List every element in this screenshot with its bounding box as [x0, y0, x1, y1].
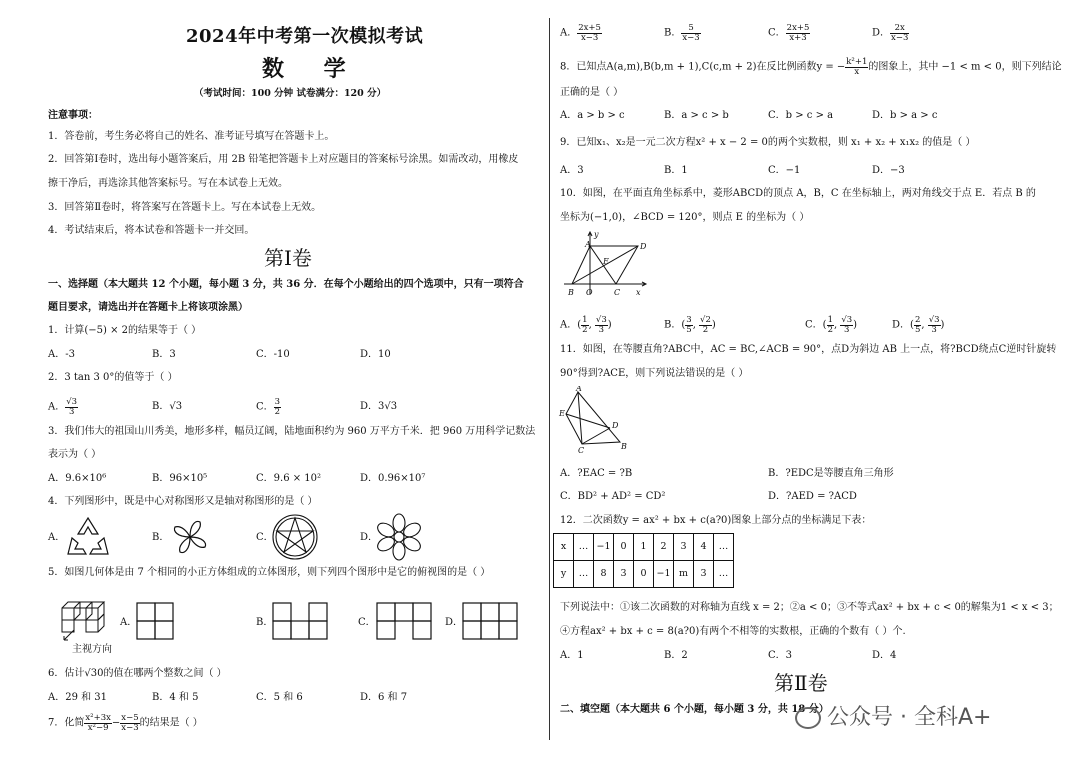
q2-option-d: D．3√3 [360, 401, 398, 412]
q3-stem: 3．我们伟大的祖国山川秀美，地形多样，幅员辽阔，陆地面积约为 960 万平方千米．把 960 万用科学记数法 [48, 426, 536, 437]
q5-figure-c [376, 602, 434, 642]
q4-option-d: D． [360, 532, 379, 543]
q4-option-c: C． [256, 532, 274, 543]
q10-option-d: D．( $\frac{2}{5}$ , $\frac{√3}{3}$ ) [892, 315, 945, 335]
q2-stem: 2．3 tan 3 0°的值等于（ ） [48, 372, 178, 383]
q4-figure-d-flower-icon [374, 512, 424, 562]
q5-option-d: D． [445, 617, 464, 628]
watermark: 公众号 · 全科A+ [795, 705, 991, 731]
q12-option-a: A．1 [560, 650, 584, 661]
q11-label-d: D [612, 421, 619, 430]
exam-time-info: （考试时间：100 分钟 试卷满分：120 分） [194, 88, 387, 99]
q5-stem: 5．如图几何体是由 7 个相同的小正方体组成的立体图形，则下列四个图形中是它的俯视图的是（ ） [48, 567, 491, 578]
q4-figure-a-recycle-icon [64, 514, 112, 560]
q10-stem: 坐标为(−1,0)，∠BCD = 120°，则点 E 的坐标为（ ） [560, 212, 810, 223]
q7-option-d: D． $\frac{2x}{x-3}$ [872, 23, 909, 43]
q11-label-e: E [559, 409, 565, 418]
column-divider [549, 18, 550, 740]
q11-label-b: B [621, 442, 627, 451]
q11-label-a: A [576, 386, 582, 393]
q10-label-e: E [603, 257, 609, 266]
table-cell: −1 [594, 534, 614, 561]
q9-option-a: A．3 [560, 165, 584, 176]
q12-option-c: C．3 [768, 650, 793, 661]
note-item: 4．考试结束后，将本试卷和答题卡一并交回。 [48, 225, 255, 236]
table-row [554, 534, 734, 561]
table-cell: … [714, 561, 734, 588]
table-cell: −1 [654, 561, 674, 588]
q8-option-b: B．a > c > b [664, 110, 729, 121]
q11-option-d: D．?AED = ?ACD [768, 491, 857, 502]
exam-title: 2024年中考第一次模拟考试 [186, 26, 424, 47]
q1-option-d: D．10 [360, 349, 391, 360]
q2-option-b: B．√3 [152, 401, 183, 412]
q3-stem: 表示为（ ） [48, 449, 102, 460]
q1-option-a: A．-3 [48, 349, 75, 360]
q10-option-b: B．( $\frac{3}{5}$ , $\frac{√2}{2}$ ) [664, 315, 716, 335]
part2-title: 第Ⅱ卷 [774, 671, 828, 695]
q10-stem: 10．如图，在平面直角坐标系中，菱形ABCD的顶点 A，B，C 在坐标轴上，两对角线交于点 E．若点 B 的 [560, 188, 1036, 199]
q7-option-b: B． $\frac{5}{x-3}$ [664, 23, 700, 43]
table-cell: 8 [594, 561, 614, 588]
q3-option-a: A．9.6×10⁶ [48, 473, 107, 484]
section2-instruction: 二、填空题（本大题共 6 个小题，每小题 3 分，共 18 分） [560, 704, 829, 715]
table-cell: 3 [614, 561, 634, 588]
q11-option-a: A．?EAC = ?B [560, 468, 633, 479]
q11-stem: 11．如图，在等腰直角?ABC中，AC = BC,∠ACB = 90°，点D为斜边 AB 上一点，将?BCD绕点C逆时针旋转 [560, 344, 1057, 355]
table-cell: … [574, 561, 594, 588]
q7-option-c: C． $\frac{2x+5}{x+3}$ [768, 23, 810, 43]
q6-option-d: D．6 和 7 [360, 692, 408, 703]
q12-option-d: D．4 [872, 650, 897, 661]
q5-option-a: A． [120, 617, 138, 628]
q12-option-b: B．2 [664, 650, 688, 661]
section1-instruction: 一、选择题（本大题共 12 个小题，每小题 3 分，共 36 分．在每个小题给出的四个选项中，只有一项符合 [48, 279, 524, 290]
q12-stem: 12．二次函数y = ax² + bx + c(a?0)图象上部分点的坐标满足下表： [560, 515, 872, 526]
q6-option-a: A．29 和 31 [48, 692, 108, 703]
note-item: 2．回答第Ⅰ卷时，选出每小题答案后，用 2B 铅笔把答题卡上对应题目的答案标号涂黑。如需改动，用橡皮 [48, 154, 519, 165]
q1-stem: 1．计算(−5) × 2的结果等于（ ） [48, 325, 202, 336]
q6-option-c: C．5 和 6 [256, 692, 303, 703]
q10-label-a: A [585, 240, 591, 249]
q10-label-y: y [594, 230, 599, 239]
q9-stem: 9．已知x₁、x₂是一元二次方程x² + x − 2 = 0的两个实数根，则 x₁ + x₂ + x₁x₂ 的值是（ ） [560, 137, 976, 148]
q9-option-c: C．−1 [768, 165, 801, 176]
q8-stem: 8．已知点A(a,m),B(b,m + 1),C(c,m + 2)在反比例函数y = − $\frac{\text{k²+1}}{x}$ 的图象上，其中 −1 < m < 0，则下列结论 [560, 57, 1062, 77]
q4-option-a: A． [48, 532, 66, 543]
section1-instruction: 题目要求，请选出并在答题卡上将该项涂黑） [48, 302, 248, 313]
table-cell: … [714, 534, 734, 561]
table-cell: 4 [694, 534, 714, 561]
subject-title: 数 学 [262, 56, 362, 82]
table-cell: 3 [694, 561, 714, 588]
q7-stem: 7．化简 $\frac{\text{x²+3x}}{\text{x²−9}}$ − $\frac{x-5}{x-3}$ 的结果是（ ） [48, 713, 203, 733]
q8-option-d: D．b > a > c [872, 110, 938, 121]
q1-option-c: C．-10 [256, 349, 290, 360]
q11-option-c: C．BD² + AD² = CD² [560, 491, 666, 502]
q10-option-a: A．( $\frac{1}{2}$ , $\frac{√3}{3}$ ) [560, 315, 612, 335]
q4-option-b: B． [152, 532, 170, 543]
q10-label-d: D [640, 242, 647, 251]
q11-triangle-figure [558, 386, 628, 456]
q10-label-b: B [568, 288, 574, 297]
q9-option-b: B．1 [664, 165, 688, 176]
table-cell: m [674, 561, 694, 588]
note-item: 擦干净后，再选涂其他答案标号。写在本试卷上无效。 [48, 178, 288, 189]
q1-option-b: B．3 [152, 349, 176, 360]
table-cell: 2 [654, 534, 674, 561]
q3-option-b: B．96×10⁵ [152, 473, 208, 484]
q5-view-direction-label: 主视方向 [72, 644, 112, 655]
q12-points-table [553, 533, 734, 588]
q12-statements: ④方程ax² + bx + c = 8(a?0)有两个不相等的实数根，正确的个数有（ ）个. [560, 626, 906, 637]
q2-option-a: A． $\frac{√3}{3}$ [48, 397, 78, 417]
q8-stem: 正确的是（ ） [560, 87, 624, 98]
q10-label-c: C [614, 288, 621, 297]
table-cell: 0 [634, 561, 654, 588]
q5-figure-d [462, 602, 520, 642]
part1-title: 第Ⅰ卷 [264, 246, 312, 270]
q6-option-b: B．4 和 5 [152, 692, 199, 703]
q8-option-a: A．a > b > c [560, 110, 625, 121]
q3-option-c: C．9.6 × 10² [256, 473, 322, 484]
q12-statements: 下列说法中：①该二次函数的对称轴为直线 x = 2；②a < 0；③不等式ax² + bx + c < 0的解集为1 < x < 3； [560, 602, 1059, 613]
table-cell: … [574, 534, 594, 561]
q10-label-x: x [636, 288, 641, 297]
q10-option-c: C．( $\frac{1}{2}$ , $\frac{√3}{3}$ ) [805, 315, 858, 335]
table-cell: 3 [674, 534, 694, 561]
wechat-icon [795, 707, 821, 729]
table-cell: 1 [634, 534, 654, 561]
note-item: 1．答卷前，考生务必将自己的姓名、准考证号填写在答题卡上。 [48, 131, 335, 142]
q11-option-b: B．?EDC是等腰直角三角形 [768, 468, 894, 479]
q5-cube-solid-figure [54, 594, 114, 644]
q2-option-c: C． $\frac{3}{2}$ [256, 397, 281, 417]
q5-option-c: C． [358, 617, 376, 628]
q5-figure-b [272, 602, 330, 642]
table-cell: y [554, 561, 574, 588]
q8-option-c: C．b > c > a [768, 110, 834, 121]
q4-figure-b-pinwheel-icon [166, 514, 214, 560]
q7-option-a: A． $\frac{2x+5}{x-3}$ [560, 23, 601, 43]
q3-option-d: D．0.96×10⁷ [360, 473, 426, 484]
q11-stem: 90°得到?ACE，则下列说法错误的是（ ） [560, 368, 749, 379]
q4-figure-c-star-circle-icon [270, 512, 320, 562]
table-cell: 0 [614, 534, 634, 561]
q10-rhombus-figure [560, 228, 650, 300]
q4-stem: 4．下列图形中，既是中心对称图形又是轴对称图形的是（ ） [48, 496, 318, 507]
q10-label-o: O [586, 288, 593, 297]
table-row [554, 561, 734, 588]
note-item: 3．回答第Ⅱ卷时，将答案写在答题卡上。写在本试卷上无效。 [48, 202, 322, 213]
q5-option-b: B． [256, 617, 274, 628]
q9-option-d: D．−3 [872, 165, 905, 176]
notes-heading: 注意事项： [48, 110, 98, 121]
q11-label-c: C [578, 446, 585, 455]
q5-figure-a [136, 602, 176, 642]
q6-stem: 6．估计√30的值在哪两个整数之间（ ） [48, 668, 227, 679]
table-cell: x [554, 534, 574, 561]
